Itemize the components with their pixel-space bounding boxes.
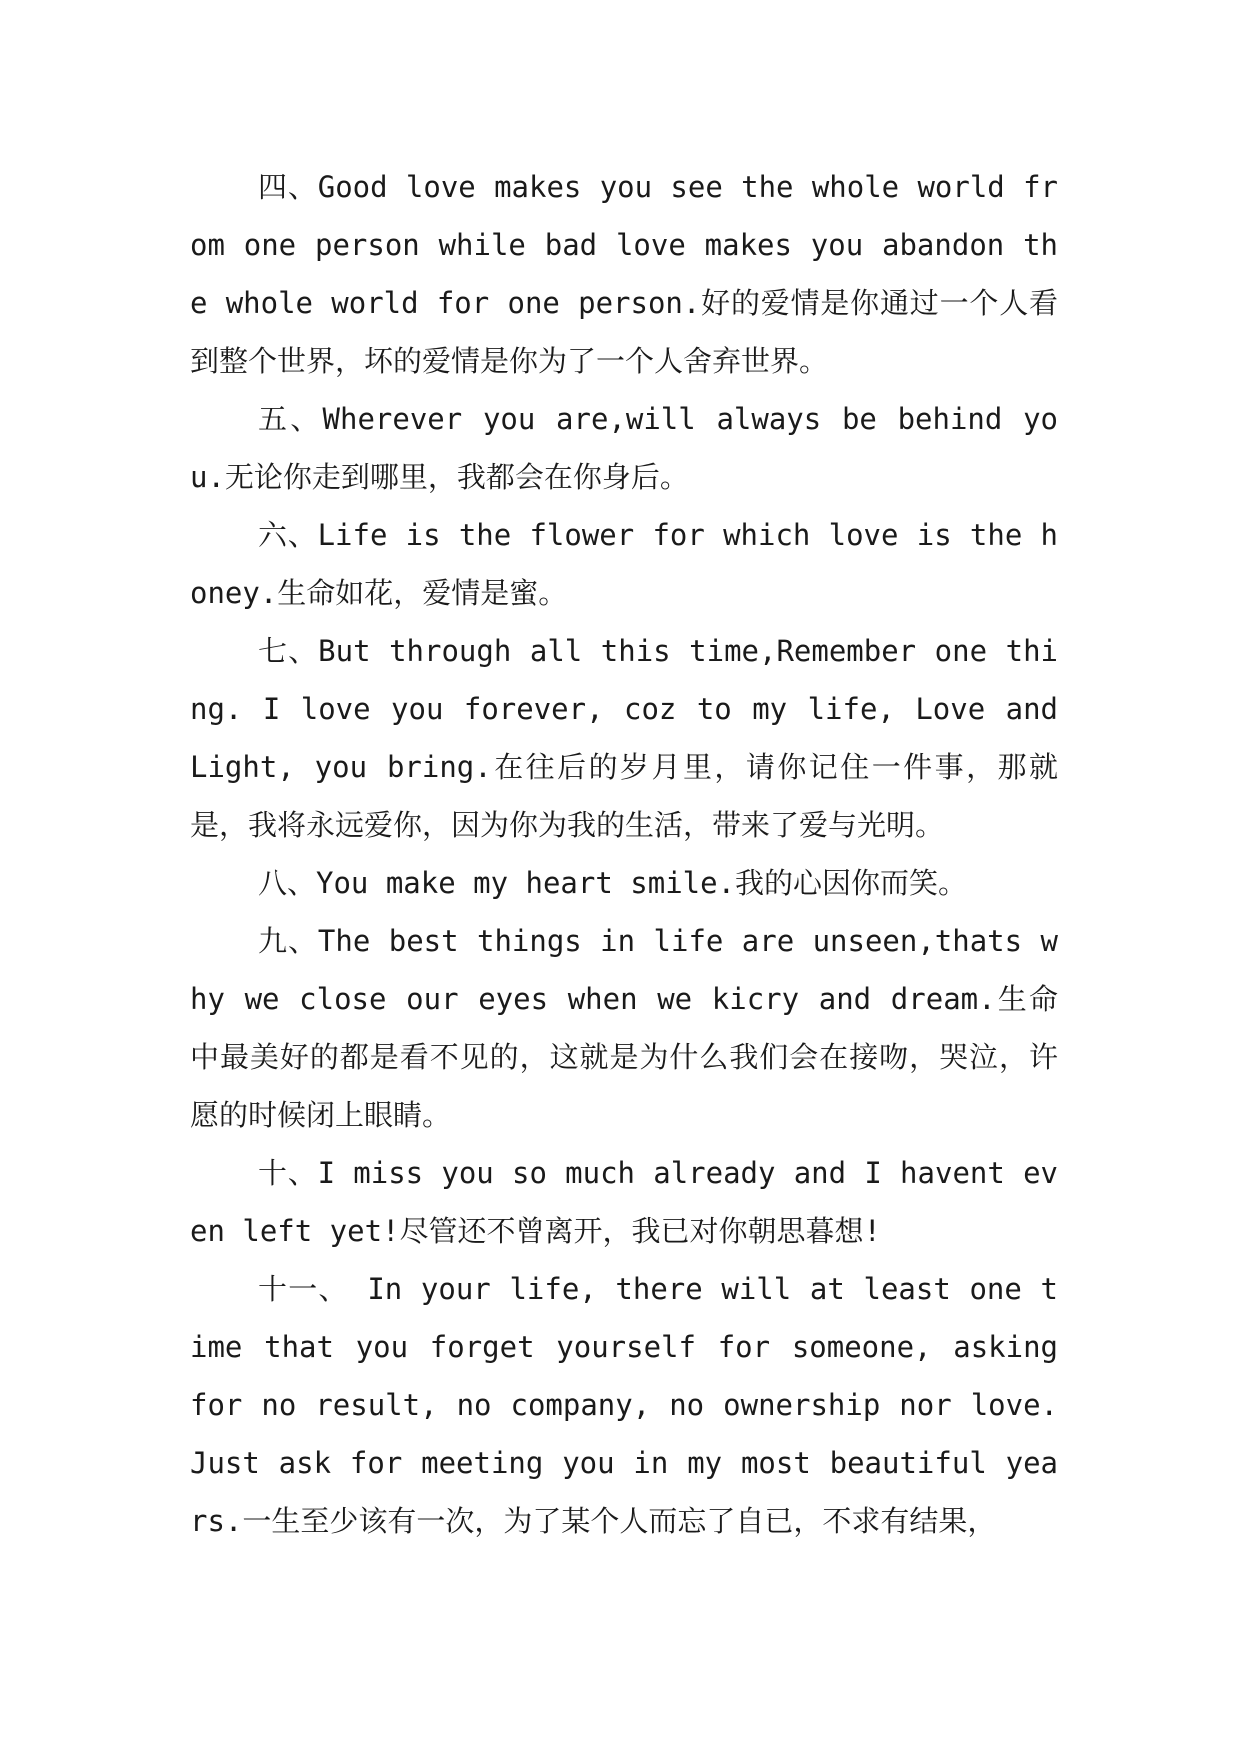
paragraph-7: 七、But through all this time,Remember one thing. I love you forever, coz to my life, Love and Light, you bring.在往后的岁月里，请你记住一件事，那就是，我将永远爱你，因为你为我的生活，带来了爱与光明。 (190, 634, 1058, 842)
paragraph-5: 五、Wherever you are,will always be behind you.无论你走到哪里，我都会在你身后。 (190, 402, 1058, 494)
paragraph-4: 四、Good love makes you see the whole world from one person while bad love makes you abandon the whole world for one person.好的爱情是你通过一个人看到整个世界，坏的爱情是你为了一个人舍弃世界。 (190, 170, 1058, 378)
document-body (190, 158, 1058, 1550)
paragraph-10: 十、I miss you so much already and I havent even left yet!尽管还不曾离开，我已对你朝思暮想! (190, 1156, 1058, 1248)
paragraph-9: 九、The best things in life are unseen,thats why we close our eyes when we kicry and dream.生命中最美好的都是看不见的，这就是为什么我们会在接吻，哭泣，许愿的时候闭上眼睛。 (190, 924, 1058, 1132)
paragraph-6: 六、Life is the flower for which love is the honey.生命如花，爱情是蜜。 (190, 518, 1058, 610)
paragraph-11: 十一、 In your life, there will at least one time that you forget yourself for someone, asking for no result, no company, no ownership nor love. Just ask for meeting you in my most beautiful years.一生至少该有一次，为了某个人而忘了自已，不求有结果， (190, 1272, 1058, 1538)
paragraph-8: 八、You make my heart smile.我的心因你而笑。 (258, 866, 968, 900)
